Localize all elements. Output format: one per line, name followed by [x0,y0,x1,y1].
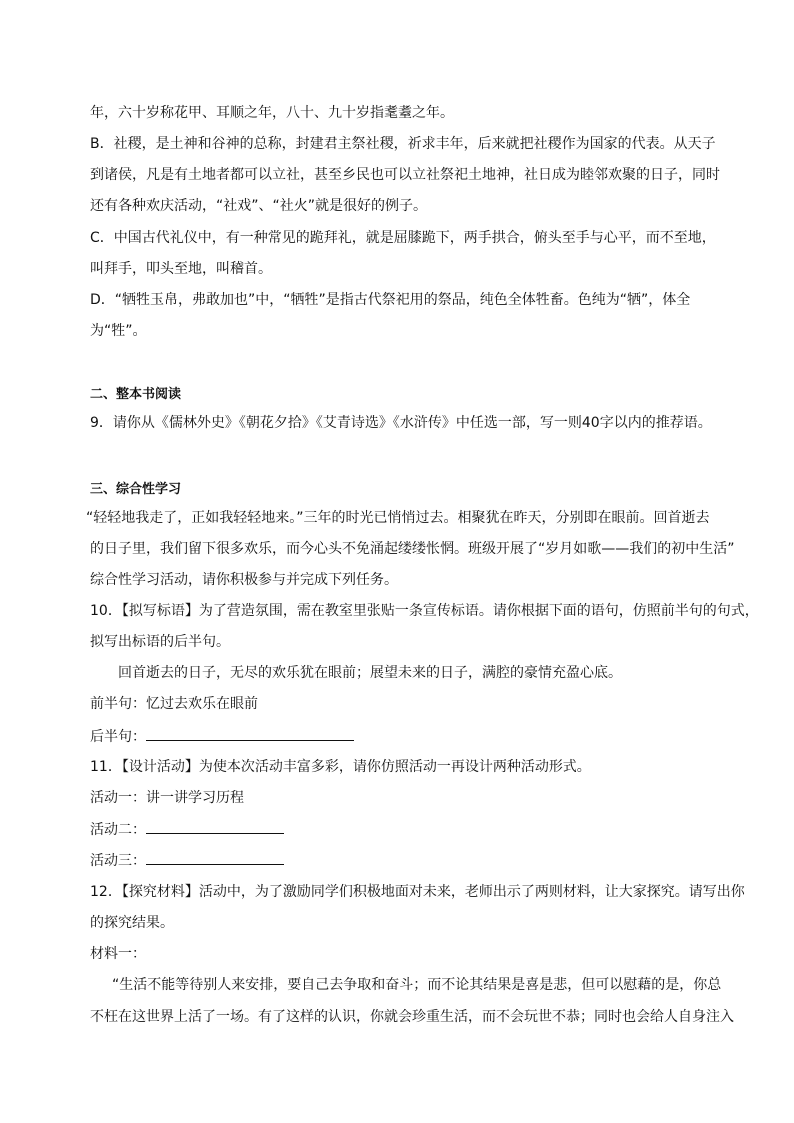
section-heading-comprehensive-study: 三、综合性学习 [90,482,182,497]
section-heading-whole-book-reading: 二、整本书阅读 [90,387,182,402]
question-9: 9．请你从《儒林外史》《朝花夕拾》《艾青诗选》《水浒传》中任选一部，写一则40字以内的推荐语。 [90,415,712,431]
question-12-line-1: 12．【探究材料】活动中，为了激励同学们积极地面对未来，老师出示了两则材料，让大家探究。请写出你 [90,884,745,900]
question-12-line-2: 的探究结果。 [90,915,174,931]
intro-line-1: “轻轻地我走了，正如我轻轻地来。”三年的时光已悄悄过去。相聚犹在昨天，分别即在眼前。回首逝去 [86,510,710,526]
second-half-label: 后半句： [90,729,146,745]
activity-2-answer-blank[interactable] [146,819,284,834]
second-half-sentence-row [90,726,724,746]
question-10-line-2: 拟写出标语的后半句。 [90,634,230,650]
intro-line-3: 综合性学习活动，请你积极参与并完成下列任务。 [90,572,398,588]
first-half-sentence: 前半句：忆过去欢乐在眼前 [90,696,258,712]
option-d-line-2: 为“牲”。 [90,323,147,339]
material-1-line-1: “生活不能等待别人来安排，要自己去争取和奋斗；而不论其结果是喜是悲，但可以慰藉的是，你总 [112,977,722,993]
material-1-line-2: 不枉在这世界上活了一场。有了这样的认识，你就会珍重生活，而不会玩世不恭；同时也会给人自身注入 [90,1009,734,1025]
second-half-answer-blank[interactable] [146,726,354,741]
question-11: 11．【设计活动】为使本次活动丰富多彩，请你仿照活动一再设计两种活动形式。 [90,759,591,775]
intro-line-2: 的日子里，我们留下很多欢乐，而今心头不免涌起缕缕怅惘。班级开展了“岁月如歌——我们的初中生活” [90,541,735,557]
option-b-line-2: 到诸侯，凡是有土地者都可以立社，甚至乡民也可以立社祭祀土地神，社日成为睦邻欢聚的日子，同时 [90,167,720,183]
activity-2-label: 活动二： [90,822,146,838]
activity-1: 活动一：讲一讲学习历程 [90,790,244,806]
material-1-label: 材料一： [90,946,146,962]
activity-3-label: 活动三： [90,853,146,869]
activity-2-row [90,819,724,839]
option-c-line-2: 叫拜手，叩头至地，叫稽首。 [90,261,272,277]
activity-3-answer-blank[interactable] [146,850,284,865]
option-c-line-1: C．中国古代礼仪中，有一种常见的跪拜礼，就是屈膝跪下，两手拱合，俯头至手与心平，而不至地， [90,230,716,246]
option-b-line-3: 还有各种欢庆活动，“社戏”、“社火”就是很好的例子。 [90,198,428,214]
question-10-line-1: 10．【拟写标语】为了营造氛围，需在教室里张贴一条宣传标语。请你根据下面的语句，仿照前半句的句式， [90,603,759,619]
option-a-continuation: 年，六十岁称花甲、耳顺之年，八十、九十岁指耄耋之年。 [90,105,454,121]
question-10-quote: 回首逝去的日子，无尽的欢乐犹在眼前；展望未来的日子，满腔的豪情充盈心底。 [118,665,622,681]
option-d-line-1: D．“牺牲玉帛，弗敢加也”中，“牺牲”是指古代祭祀用的祭品，纯色全体牲畜。色纯为“牺”，体全 [90,292,691,308]
option-b-line-1: B．社稷，是土神和谷神的总称，封建君主祭社稷，祈求丰年，后来就把社稷作为国家的代表。从天子 [90,136,716,152]
activity-3-row [90,850,724,870]
